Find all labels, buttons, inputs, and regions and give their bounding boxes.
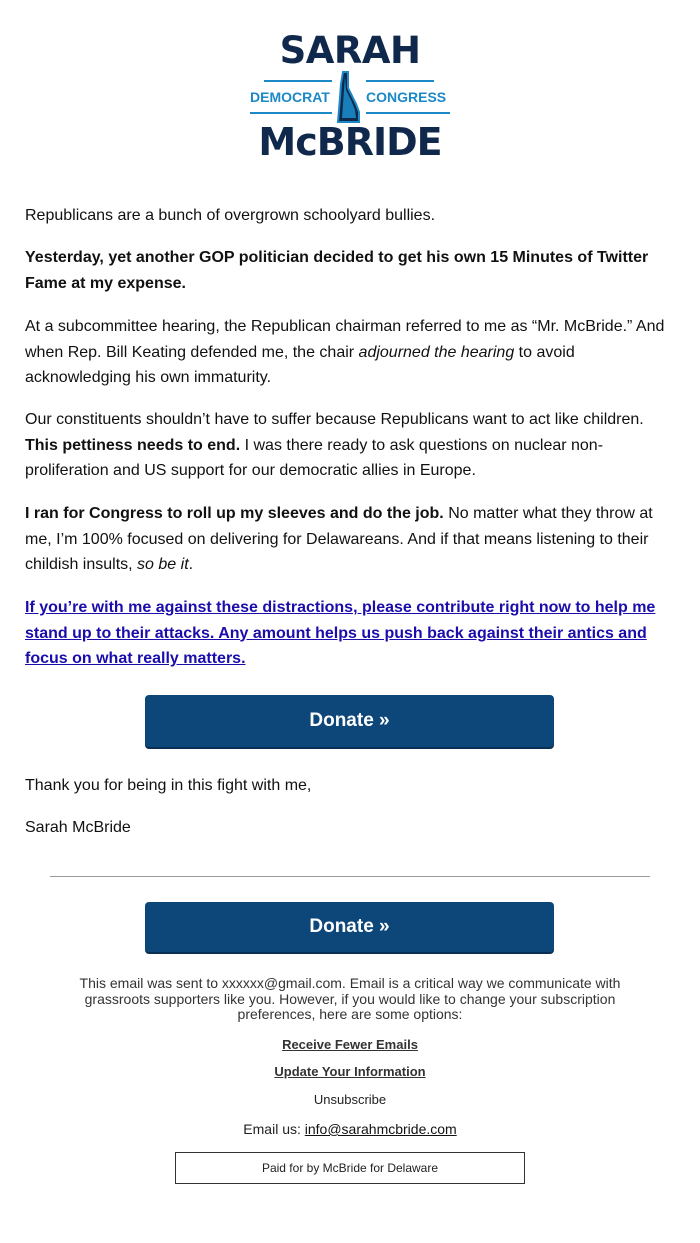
thanks-text: Thank you for being in this fight with me, [25,777,312,794]
donate-button-footer[interactable]: Donate » [145,902,554,952]
logo-first-name: SARAH [279,29,421,72]
paragraph-bullies: Republicans are a bunch of overgrown schoolyard bullies. [25,207,436,224]
email-us-label: Email us: [243,1121,305,1137]
unsubscribe-link[interactable]: Unsubscribe [313,1092,387,1107]
footer-email-us [0,1121,700,1137]
receive-fewer-emails-link[interactable]: Receive Fewer Emails [282,1037,418,1052]
paragraph-hearing [25,314,680,391]
hearing-text-b: to avoid acknowledging his own immaturity. [25,343,575,386]
footer-update-info [0,1064,700,1080]
contact-email-link[interactable]: info@sarahmcbride.com [304,1121,457,1137]
job-text-end: . [188,556,194,573]
logo-rule-left-top [264,80,332,82]
footer-notice: This email was sent to xxxxxx@gmail.com. Email is a critical way we communicate with grassroots supporters like you. However, if you would like to change your subscription preferences, here are some options: [79,975,621,1022]
logo-left-word: DEMOCRAT [250,89,330,105]
job-text-a: No matter what they throw at me, I’m 100% focused on delivering for Delawareans. And if that means listening to their childish insults, [25,505,653,573]
logo-rule-left-bottom [250,112,332,114]
constituents-bold: This pettiness needs to end. [25,436,241,454]
update-information-link[interactable]: Update Your Information [274,1064,426,1079]
paid-for-disclaimer: Paid for by McBride for Delaware [175,1152,525,1184]
hearing-text-a: At a subcommittee hearing, the Republican chairman referred to me as “Mr. McBride.” And when Rep. Bill Keating defended me, the chair [25,318,665,361]
signature-text: Sarah McBride [25,819,131,836]
constituents-text-b: I was there ready to ask questions on nuclear non-proliferation and US support for our democratic allies in Europe. [25,436,604,479]
paragraph-cta [25,595,680,672]
footer-divider [50,876,650,877]
job-italic: so be it [137,556,189,573]
paragraph-constituents [25,407,680,484]
logo-right-word: CONGRESS [366,89,447,105]
logo-last-name: McBRIDE [258,120,442,164]
paragraph-yesterday: Yesterday, yet another GOP politician decided to get his own 15 Minutes of Twitter Fame at my expense. [25,249,649,292]
footer-fewer-emails [0,1037,700,1053]
logo-rule-right-bottom [366,112,450,114]
paragraph-job [25,501,680,578]
footer-unsubscribe [0,1092,700,1108]
delaware-state-icon [334,70,364,126]
campaign-logo [246,30,454,164]
logo-rule-right-top [366,80,434,82]
job-bold: I ran for Congress to roll up my sleeves and do the job. [25,505,444,522]
donate-button-primary[interactable]: Donate » [145,695,554,747]
contribute-link[interactable]: If you’re with me against these distractions, please contribute right now to help me stand up to their attacks. Any amount helps us push back against their antics and focus on what really matters. [25,599,656,667]
constituents-text-a: Our constituents shouldn’t have to suffer because Republicans want to act like children. [25,411,644,428]
hearing-italic: adjourned the hearing [358,343,515,361]
